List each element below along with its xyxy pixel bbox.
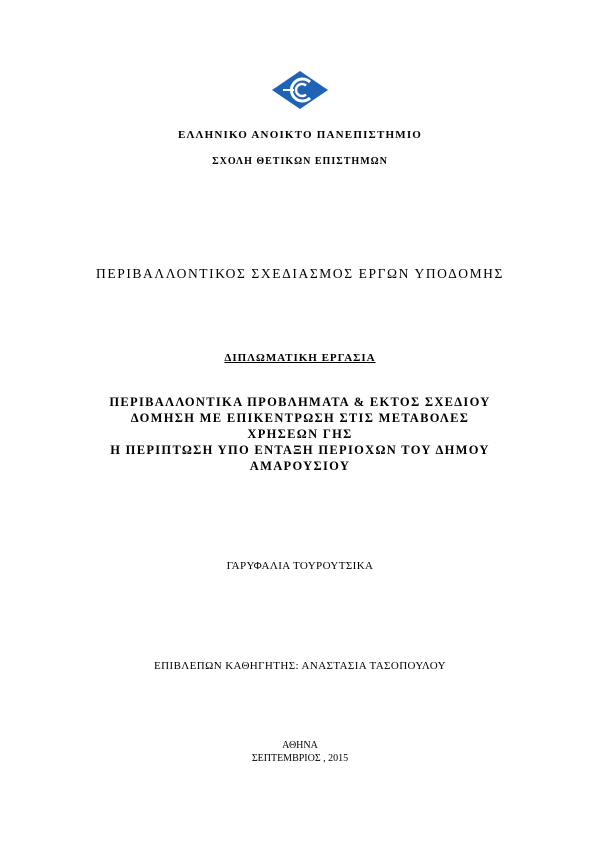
program-name: ΠΕΡΙΒΑΛΛΟΝΤΙΚΟΣ ΣΧΕΔΙΑΣΜΟΣ ΕΡΓΩΝ ΥΠΟΔΟΜΗΣ (96, 266, 504, 281)
city: ΑΘΗΝΑ (282, 740, 318, 751)
title-line: ΠΕΡΙΒΑΛΛΟΝΤΙΚΑ ΠΡΟΒΛΗΜΑΤΑ & ΕΚΤΟΣ ΣΧΕΔΙΟΥ (109, 395, 491, 409)
university-logo-icon (270, 70, 330, 110)
university-name: ΕΛΛΗΝΙΚΟ ΑΝΟΙΚΤΟ ΠΑΝΕΠΙΣΤΗΜΙΟ (177, 129, 423, 141)
school-name: ΣΧΟΛΗ ΘΕΤΙΚΩΝ ΕΠΙΣΤΗΜΩΝ (212, 156, 388, 167)
supervisor: ΕΠΙΒΛΕΠΩΝ ΚΑΘΗΓΗΤΗΣ: ΑΝΑΣΤΑΣΙΑ ΤΑΣΟΠΟΥΛΟΥ (154, 660, 446, 672)
author-name: ΓΑΡΥΦΑΛΙΑ ΤΟΥΡΟΥΤΣΙΚΑ (226, 560, 374, 572)
title-line: Η ΠΕΡΙΠΤΩΣΗ ΥΠΟ ΕΝΤΑΞΗ ΠΕΡΙΟΧΩΝ ΤΟΥ ΔΗΜΟΥ (110, 443, 490, 457)
thesis-type: ΔΙΠΛΩΜΑΤΙΚΗ ΕΡΓΑΣΙΑ (224, 352, 376, 364)
title-line: ΔΟΜΗΣΗ ΜΕ ΕΠΙΚΕΝΤΡΩΣΗ ΣΤΙΣ ΜΕΤΑΒΟΛΕΣ (130, 411, 470, 425)
thesis-title (0, 394, 600, 474)
title-line: ΑΜΑΡΟΥΣΙΟΥ (249, 459, 351, 473)
date: ΣΕΠΤΕΜΒΡΙΟΣ , 2015 (251, 753, 349, 764)
title-line: ΧΡΗΣΕΩΝ ΓΗΣ (247, 427, 353, 441)
